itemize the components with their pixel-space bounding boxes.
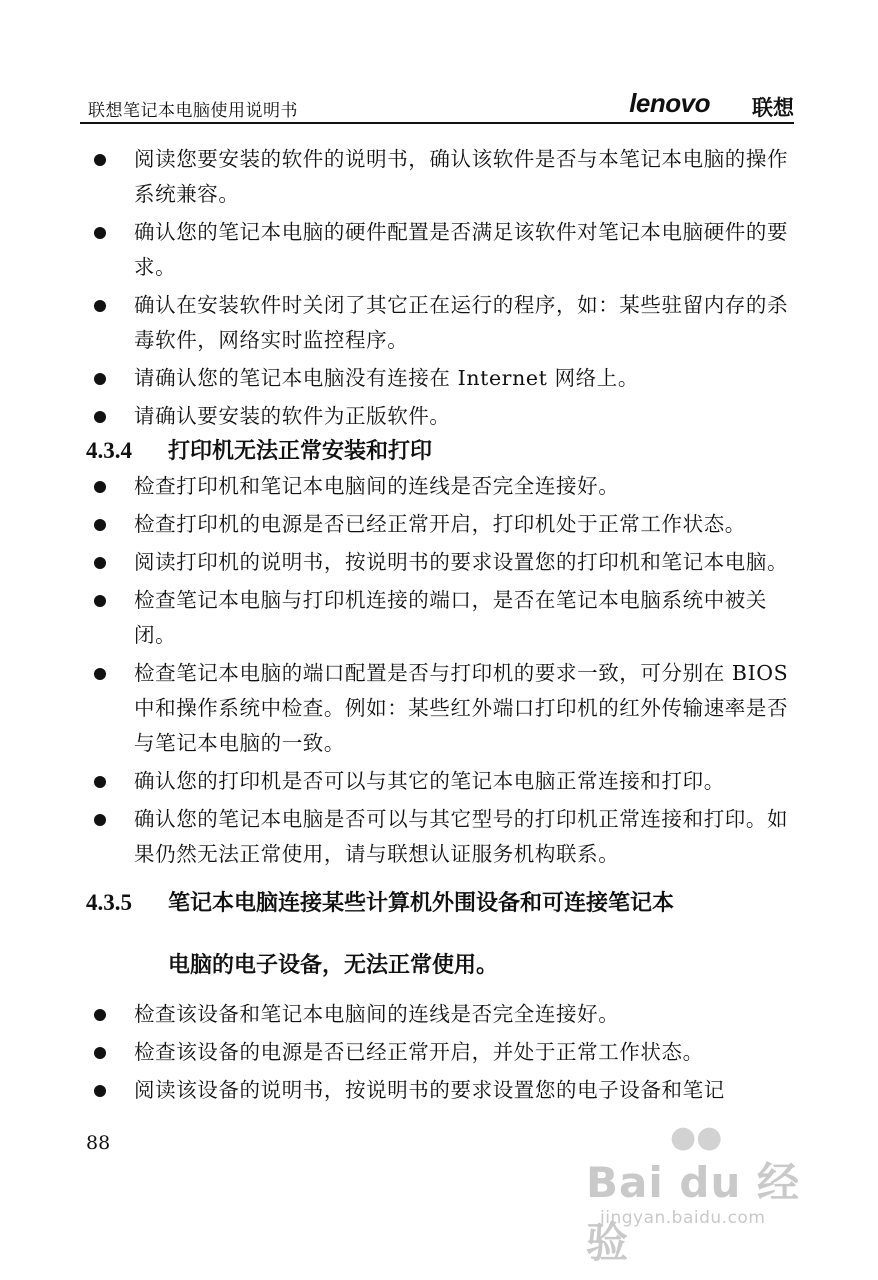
- list-item: 检查该设备的电源是否已经正常开启，并处于正常工作状态。: [86, 1035, 796, 1070]
- list-item: 检查笔记本电脑与打印机连接的端口，是否在笔记本电脑系统中被关闭。: [86, 583, 796, 653]
- bullet-icon: [94, 300, 106, 312]
- watermark-url: jingyan.baidu.com: [600, 1208, 766, 1228]
- bullet-icon: [94, 1047, 106, 1059]
- bullet-icon: [94, 557, 106, 569]
- list-item: 阅读该设备的说明书，按说明书的要求设置您的电子设备和笔记: [86, 1073, 796, 1108]
- list-item: 阅读打印机的说明书，按说明书的要求设置您的打印机和笔记本电脑。: [86, 545, 796, 580]
- list-item: 确认您的笔记本电脑的硬件配置是否满足该软件对笔记本电脑硬件的要求。: [86, 215, 796, 285]
- section-number: 4.3.5: [86, 890, 132, 915]
- section-title-line1: 笔记本电脑连接某些计算机外围设备和可连接笔记本: [168, 891, 675, 916]
- lenovo-logo-cn: 联想: [752, 96, 794, 120]
- bullet-icon: [94, 154, 106, 166]
- bullet-icon: [94, 595, 106, 607]
- section-title-line2: 电脑的电子设备，无法正常使用。: [168, 953, 499, 978]
- page-header: [80, 88, 794, 124]
- bullet-icon: [94, 481, 106, 493]
- list-item: 确认您的笔记本电脑是否可以与其它型号的打印机正常连接和打印。如果仍然无法正常使用，请与联想认证服务机构联系。: [86, 802, 796, 872]
- list-item: 确认您的打印机是否可以与其它的笔记本电脑正常连接和打印。: [86, 764, 796, 799]
- bullet-icon: [94, 227, 106, 239]
- section-title: 打印机无法正常安装和打印: [168, 439, 433, 464]
- bullet-list-peripherals: [86, 997, 796, 1108]
- section-number: 4.3.4: [86, 438, 132, 463]
- list-item: 请确认要安装的软件为正版软件。: [86, 399, 796, 434]
- list-item: 阅读您要安装的软件的说明书，确认该软件是否与本笔记本电脑的操作系统兼容。: [86, 142, 796, 212]
- page-content: [86, 142, 796, 1108]
- lenovo-logo: lenovo: [629, 88, 710, 118]
- section-heading-peripherals: [86, 872, 796, 997]
- bullet-icon: [94, 519, 106, 531]
- list-item: 检查笔记本电脑的端口配置是否与打印机的要求一致，可分别在 BIOS 中和操作系统中检查。例如：某些红外端口打印机的红外传输速率是否与笔记本电脑的一致。: [86, 656, 796, 761]
- bullet-icon: [94, 1085, 106, 1097]
- paw-icon: ●●: [670, 1120, 723, 1155]
- list-item: 请确认您的笔记本电脑没有连接在 Internet 网络上。: [86, 361, 796, 396]
- page-number: 88: [86, 1132, 111, 1154]
- bullet-icon: [94, 411, 106, 423]
- list-item: 检查该设备和笔记本电脑间的连线是否完全连接好。: [86, 997, 796, 1032]
- section-heading-printer: [86, 434, 796, 469]
- bullet-icon: [94, 776, 106, 788]
- list-item: 检查打印机的电源是否已经正常开启，打印机处于正常工作状态。: [86, 507, 796, 542]
- bullet-list-printer: [86, 469, 796, 872]
- bullet-list-software: [86, 142, 796, 434]
- list-item: 确认在安装软件时关闭了其它正在运行的程序，如：某些驻留内存的杀毒软件，网络实时监控程序。: [86, 288, 796, 358]
- watermark-logo: Bai du 经验: [586, 1158, 800, 1267]
- bullet-icon: [94, 373, 106, 385]
- list-item: 检查打印机和笔记本电脑间的连线是否完全连接好。: [86, 469, 796, 504]
- bullet-icon: [94, 814, 106, 826]
- baidu-watermark: [582, 1120, 822, 1267]
- bullet-icon: [94, 1009, 106, 1021]
- header-title: 联想笔记本电脑使用说明书: [88, 101, 298, 121]
- bullet-icon: [94, 668, 106, 680]
